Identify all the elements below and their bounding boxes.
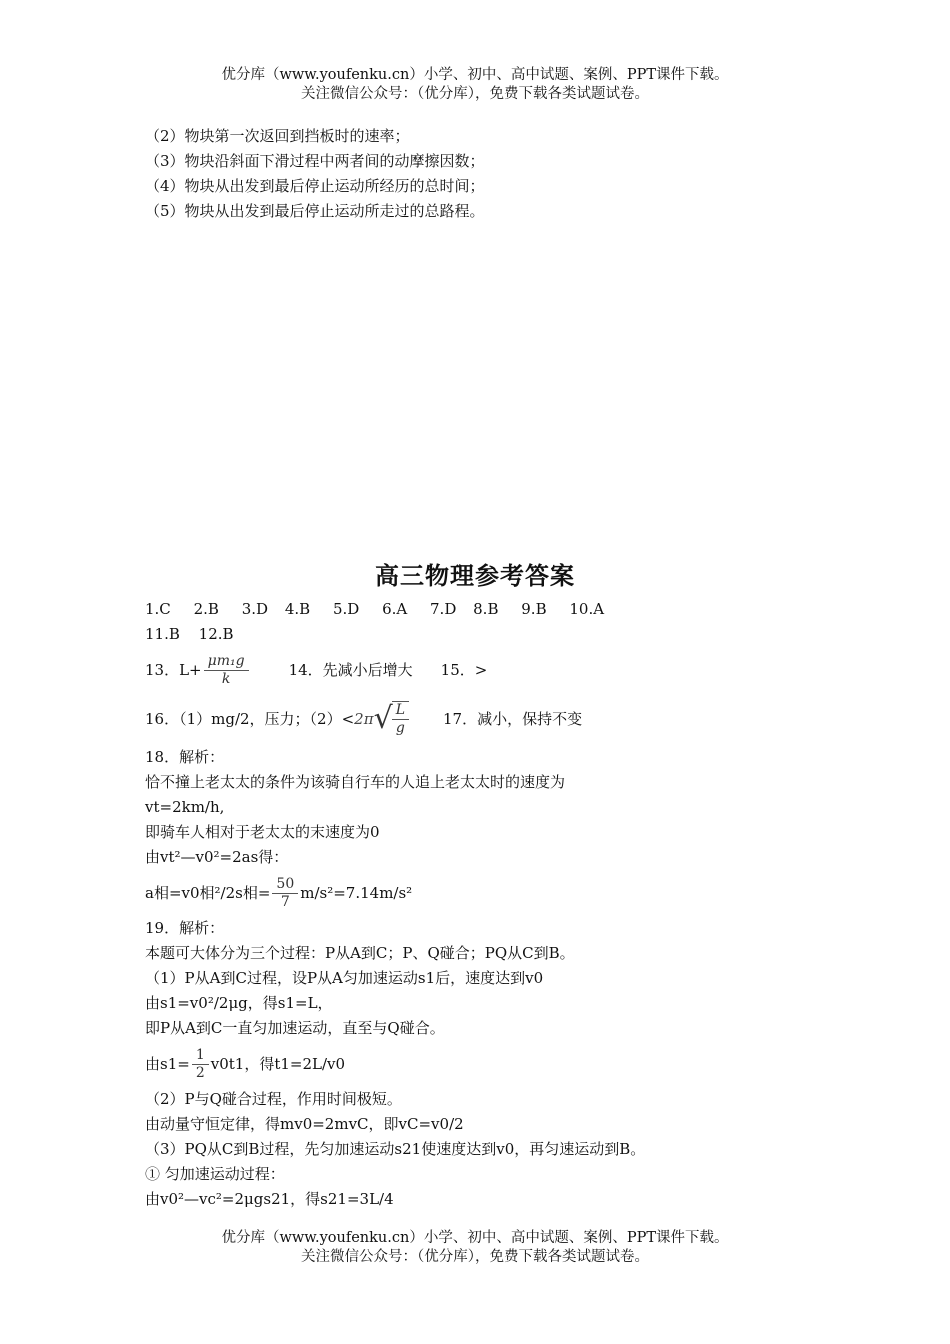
formula-text: a相=v0相²/2s相=: [145, 883, 271, 902]
question-item: （3）物块沿斜面下滑过程中两者间的动摩擦因数；: [145, 152, 485, 170]
answer-13-fraction: [204, 653, 249, 688]
choice-answer: 7.D: [430, 600, 457, 618]
solution-18-line: 由vt²—v0²=2as得：: [145, 848, 289, 866]
answer-14: 14．先减小后增大: [288, 660, 413, 679]
solution-19-line: （2）P与Q碰合过程，作用时间极短。: [145, 1090, 402, 1108]
solution-19-line: （3）PQ从C到B过程，先匀加速运动s21使速度达到v0，再匀速运动到B。: [145, 1140, 646, 1158]
solution-19-line: 由动量守恒定律，得mv0=2mvC，即vC=v0/2: [145, 1115, 464, 1133]
choice-answers-row-1: [145, 597, 845, 622]
solution-19-line: 由v0²—vc²=2μgs21，得s21=3L/4: [145, 1190, 394, 1208]
solution-19-line: 即P从A到C一直匀加速运动，直至与Q碰合。: [145, 1019, 445, 1037]
formula-text: 由s1=: [145, 1054, 190, 1073]
footer-line-2: 关注微信公众号：（优分库），免费下载各类试题试卷。: [301, 1249, 649, 1265]
choice-answer: 11.B: [145, 625, 180, 643]
fraction-numerator: L: [392, 702, 409, 720]
formula-fraction: [272, 876, 298, 911]
formula-fraction: [192, 1047, 209, 1082]
choice-answer: 12.B: [198, 625, 234, 643]
choice-answer: 5.D: [332, 600, 360, 618]
fraction-denominator: g: [395, 720, 405, 736]
choice-answer: 10.A: [569, 600, 605, 618]
answer-17: 17．减小，保持不变: [443, 709, 583, 728]
solution-19-line: 由s1=v0²/2μg，得s1=L，: [145, 994, 333, 1012]
formula-text: v0t1，得t1=2L/v0: [210, 1054, 346, 1073]
answers-16-17: [145, 693, 845, 745]
solution-18-line: 即骑车人相对于老太太的末速度为0: [145, 823, 380, 841]
choice-answer: 1.C: [145, 600, 171, 618]
fraction-numerator: 1: [192, 1047, 209, 1065]
choice-answers-row-2: [145, 622, 845, 647]
answers-13-15: [145, 647, 845, 693]
answer-body: [145, 597, 845, 1212]
sqrt-sign-icon: √: [373, 701, 393, 736]
header-line-1: 优分库（www.youfenku.cn）小学、初中、高中试题、案例、PPT课件下载。: [221, 67, 729, 83]
page-footer: [0, 1229, 950, 1267]
fraction-numerator: 50: [272, 876, 298, 894]
fraction-denominator: 7: [280, 893, 290, 910]
choice-answer: 8.B: [473, 600, 499, 618]
solution-19-heading: 19．解析：: [145, 919, 225, 937]
answer-title: 高三物理参考答案: [375, 561, 575, 590]
footer-line-1: 优分库（www.youfenku.cn）小学、初中、高中试题、案例、PPT课件下载。: [221, 1230, 729, 1246]
solution-19-line: （1）P从A到C过程，设P从A匀加速运动s1后，速度达到v0: [145, 969, 544, 987]
question-item: （5）物块从出发到最后停止运动所走过的总路程。: [145, 202, 485, 220]
header-line-2: 关注微信公众号：（优分库），免费下载各类试题试卷。: [301, 86, 649, 102]
solution-18-line: 恰不撞上老太太的条件为该骑自行车的人追上老太太时的速度为: [145, 773, 566, 791]
question-item: （2）物块第一次返回到挡板时的速率；: [145, 127, 410, 145]
choice-answer: 6.A: [382, 600, 408, 618]
choice-answer: 2.B: [193, 600, 219, 618]
sqrt-fraction: [392, 701, 409, 737]
page-header: [0, 66, 950, 104]
solution-19-formula: [145, 1041, 845, 1087]
answer-16-prefix: 16．（1）mg/2，压力；（2）<: [145, 709, 355, 728]
answer-16-sqrt: [374, 701, 409, 737]
choice-answer: 3.D: [241, 600, 269, 618]
fraction-numerator: μm₁g: [204, 653, 249, 671]
answer-16-coefficient: 2π: [354, 709, 374, 728]
solution-19-line: ① 匀加速运动过程：: [145, 1165, 285, 1183]
answer-13-prefix: 13．L+: [145, 660, 202, 679]
question-item: （4）物块从出发到最后停止运动所经历的总时间；: [145, 177, 485, 195]
solution-18-formula: [145, 870, 845, 916]
fraction-denominator: k: [221, 670, 231, 687]
solution-19-line: 本题可大体分为三个过程：P从A到C；P、Q碰合；PQ从C到B。: [145, 944, 575, 962]
solution-18-line: vt=2km/h,: [145, 798, 225, 816]
fraction-denominator: 2: [195, 1064, 205, 1081]
answer-15: 15．>: [440, 660, 488, 679]
choice-answer: 4.B: [284, 600, 311, 618]
choice-answer: 9.B: [521, 600, 547, 618]
solution-18-heading: 18．解析：: [145, 748, 225, 766]
formula-text: m/s²=7.14m/s²: [300, 883, 413, 902]
question-list: [145, 124, 485, 224]
